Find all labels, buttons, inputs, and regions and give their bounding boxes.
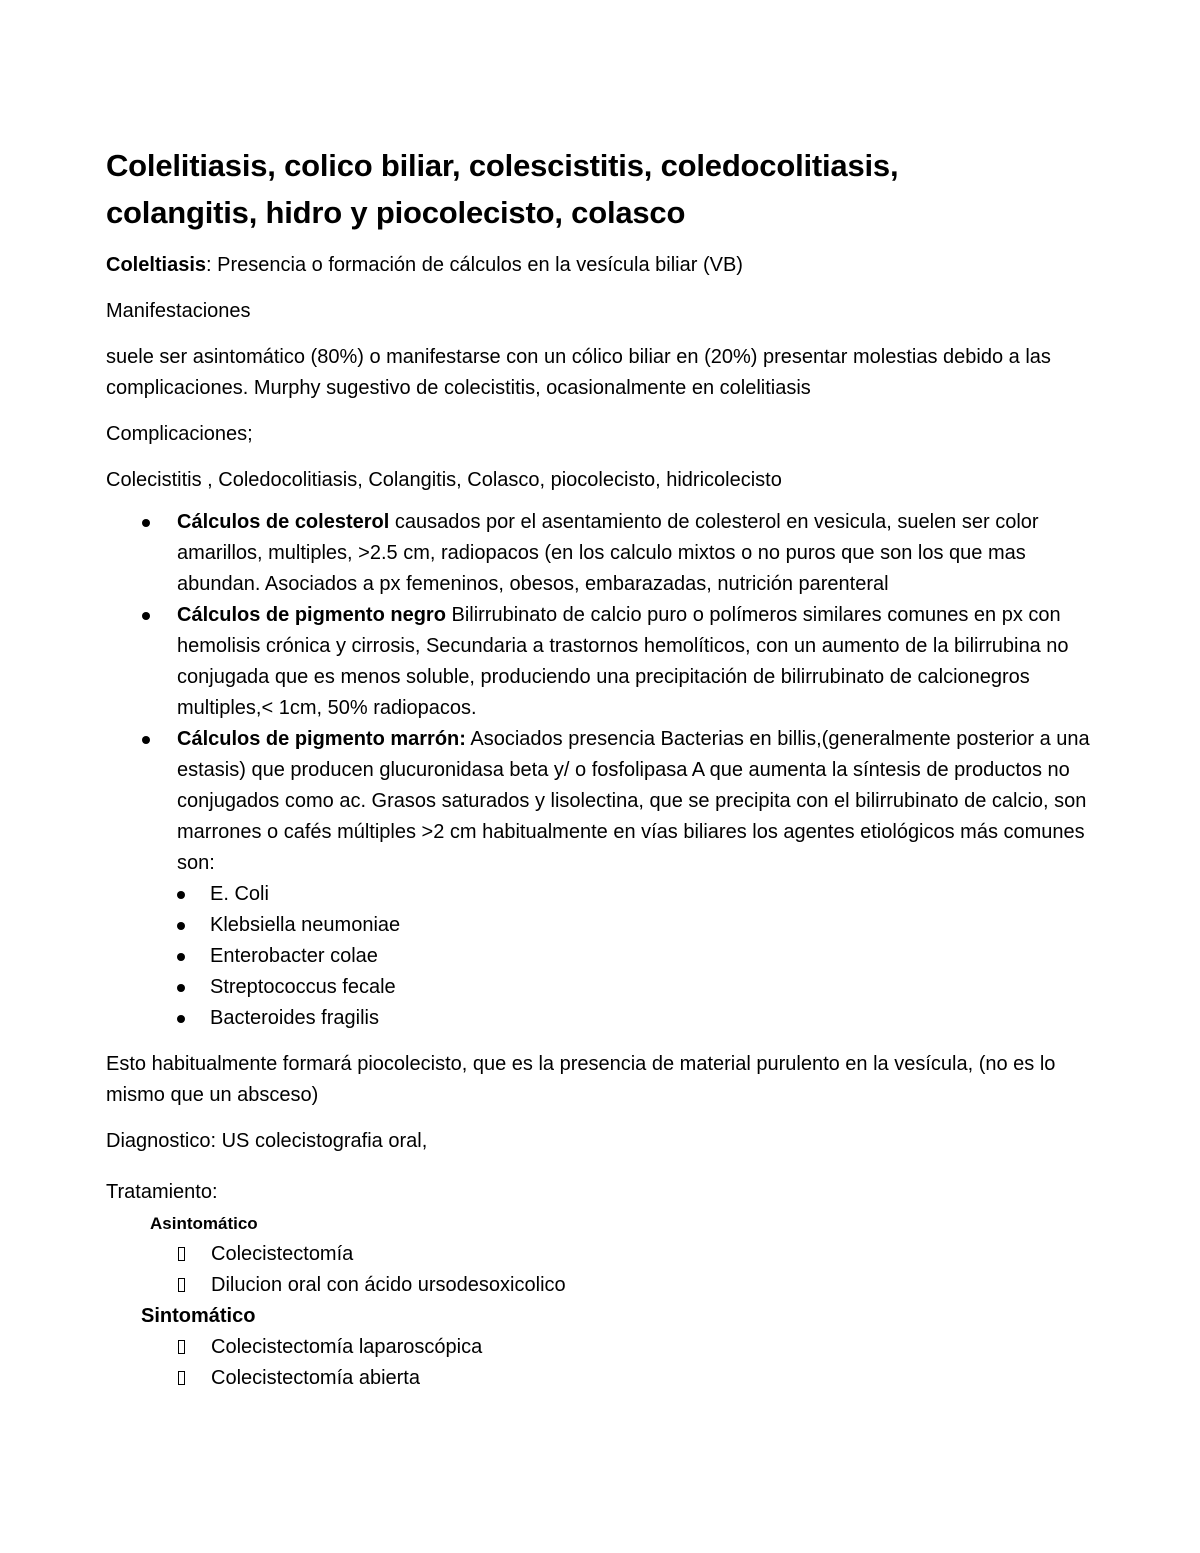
missing-glyph-icon — [178, 1278, 185, 1292]
calculo-text: Asociados presencia Bacterias en billis,(generalmente posterior a una estasis) que producen glucuronidasa beta y/ o fosfolipasa A que aumenta la síntesis de productos no conjugados como ac. Grasos saturados y lisolectina, que se precipita con el bilirrubinato de calcio, son marrones o cafés múltiples >2 cm habitualmente en vías biliares los agentes etiológicos más comunes son: — [177, 728, 1090, 874]
title-line-2: colangitis, hidro y piocolecisto, colasco — [106, 195, 686, 230]
calculo-term: Cálculos de pigmento negro — [177, 604, 446, 626]
missing-glyph-icon — [178, 1247, 185, 1261]
tratamiento-heading: Tratamiento: — [106, 1181, 218, 1203]
calculo-text: causados por el asentamiento de colesterol en vesicula, suelen ser color amarillos, multiples, >2.5 cm, radiopacos (en los calculo mixtos o no puros que son los que mas abundan. Asociados a px femeninos, obesos, embarazadas, nutrición parenteral — [177, 511, 1039, 595]
document-title — [106, 142, 1098, 236]
definition-paragraph — [106, 250, 1098, 281]
agente-label: Streptococcus fecale — [210, 976, 396, 998]
list-item — [177, 910, 1098, 941]
treatment-label: Colecistectomía abierta — [211, 1367, 420, 1389]
treatment-label: Colecistectomía laparoscópica — [211, 1336, 483, 1358]
calculo-term: Cálculos de colesterol — [177, 511, 390, 533]
manifestaciones-paragraph: suele ser asintomático (80%) o manifestarse con un cólico biliar en (20%) presentar molestias debido a las complicaciones. Murphy sugestivo de colecistitis, ocasionalmente en colelitiasis — [106, 346, 1051, 399]
complicaciones-heading: Complicaciones; — [106, 423, 253, 445]
missing-glyph-icon — [178, 1371, 185, 1385]
bullet-icon — [177, 953, 185, 961]
bullet-icon — [177, 891, 185, 899]
missing-glyph-icon — [178, 1340, 185, 1354]
asintomatico-heading: Asintomático — [150, 1214, 258, 1233]
agente-label: Bacteroides fragilis — [210, 1007, 379, 1029]
agente-label: E. Coli — [210, 883, 269, 905]
manifestaciones-heading: Manifestaciones — [106, 300, 251, 322]
piocolecisto-paragraph: Esto habitualmente formará piocolecisto, que es la presencia de material purulento en la vesícula, (no es lo mismo que un absceso) — [106, 1053, 1056, 1106]
bullet-icon — [177, 1015, 185, 1023]
agentes-list — [177, 879, 1098, 1034]
bullet-icon — [142, 736, 150, 744]
list-item — [177, 1003, 1098, 1034]
bullet-icon — [142, 519, 150, 527]
definition-text: : Presencia o formación de cálculos en la vesícula biliar (VB) — [206, 254, 743, 276]
sintomatico-heading: Sintomático — [141, 1305, 256, 1327]
document-page — [106, 142, 1098, 1394]
agente-label: Klebsiella neumoniae — [210, 914, 401, 936]
list-item-pigmento-marron — [106, 724, 1098, 1034]
list-item — [106, 1270, 1098, 1301]
bullet-icon — [142, 612, 150, 620]
sintomatico-list — [106, 1332, 1098, 1394]
list-item — [177, 879, 1098, 910]
list-item — [177, 941, 1098, 972]
list-item — [177, 972, 1098, 1003]
treatment-label: Dilucion oral con ácido ursodesoxicolico — [211, 1274, 566, 1296]
calculos-list — [106, 507, 1098, 1034]
complicaciones-paragraph: Colecistitis , Coledocolitiasis, Colangitis, Colasco, piocolecisto, hidricolecisto — [106, 469, 782, 491]
asintomatico-list — [106, 1239, 1098, 1301]
list-item-pigmento-negro — [106, 600, 1098, 724]
bullet-icon — [177, 922, 185, 930]
diagnostico-paragraph: Diagnostico: US colecistografia oral, — [106, 1130, 428, 1152]
agente-label: Enterobacter colae — [210, 945, 378, 967]
calculo-text: Bilirrubinato de calcio puro o polímeros similares comunes en px con hemolisis crónica y cirrosis, Secundaria a trastornos hemolíticos, con un aumento de la bilirrubina no conjugada que es menos soluble, produciendo una precipitación de bilirrubinato de calcionegros multiples,< 1cm, 50% radiopacos. — [177, 604, 1069, 719]
title-line-1: Colelitiasis, colico biliar, colescistitis, coledocolitiasis, — [106, 148, 899, 183]
list-item-colesterol — [106, 507, 1098, 600]
list-item — [106, 1239, 1098, 1270]
calculo-term: Cálculos de pigmento marrón: — [177, 728, 466, 750]
list-item — [106, 1363, 1098, 1394]
bullet-icon — [177, 984, 185, 992]
definition-term: Coleltiasis — [106, 254, 207, 276]
treatment-label: Colecistectomía — [211, 1243, 354, 1265]
list-item — [106, 1332, 1098, 1363]
